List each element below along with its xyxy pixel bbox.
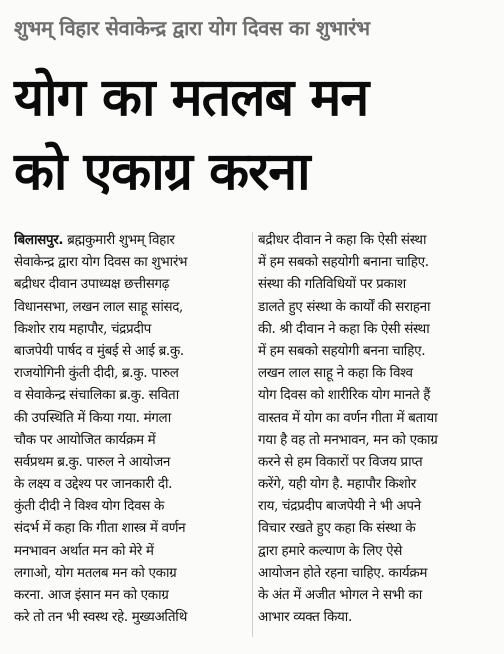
article-line: मनभावन अर्थात मन को मेरे में <box>14 542 154 559</box>
article-column-right <box>258 229 500 628</box>
article-line: विचार रखते हुए कहा कि संस्था के <box>258 520 416 537</box>
article-line: बाजपेयी पार्षद व मुंबई से आई ब्र.कु. <box>14 342 184 359</box>
article-line: चौक पर आयोजित कार्यक्रम में <box>14 431 156 448</box>
article-line: में हम सबको सहयोगी बनाना चाहिए. <box>258 254 429 271</box>
article-line: बद्रीधर दीवान उपाध्यक्ष छत्तीसगढ़ <box>14 276 169 293</box>
article-line: आयोजन होते रहना चाहिए. कार्यक्रम <box>258 564 428 581</box>
article-line: राजयोगिनी कुंती दीदी, ब्र.कु. पारुल <box>14 365 179 382</box>
kicker-headline: शुभम् विहार सेवाकेन्द्र द्वारा योग दिवस का शुभारंभ <box>14 16 370 40</box>
article-line: सेवाकेन्द्र द्वारा योग दिवस का शुभारंभ <box>14 254 188 271</box>
article-line: गया है वह तो मनभावन, मन को एकाग्र <box>258 431 438 448</box>
article-line: सर्वप्रथम ब्र.कु. पारुल ने आयोजन <box>14 453 171 470</box>
article-line: वास्तव में योग का वर्णन गीता में बताया <box>258 409 438 426</box>
dateline: बिलासपुर. <box>14 232 64 248</box>
article-column-left <box>14 229 256 628</box>
article-line: की. श्री दीवान ने कहा कि ऐसी संस्था <box>258 320 430 337</box>
article-line: करे तो तन भी स्वस्थ रहे. मुख्यअतिथि <box>14 609 188 626</box>
article-line: की उपस्थिति में किया गया. मंगला <box>14 409 171 426</box>
article-line: संस्था की गतिविधियों पर प्रकाश <box>258 276 406 293</box>
article-line-text: ब्रह्मकुमारी शुभम् विहार <box>63 232 175 248</box>
article-line: आभार व्यक्त किया. <box>258 609 352 626</box>
article-line: संदर्भ में कहा कि गीता शास्त्र में वर्णन <box>14 520 186 537</box>
article-line: राय, चंद्रप्रदीप बाजपेयी ने भी अपने <box>258 498 421 515</box>
article-line: योग दिवस को शारीरिक योग मानते हैं <box>258 387 431 404</box>
article-line: किशोर राय महापौर, चंद्रप्रदीप <box>14 320 151 337</box>
article-line: व सेवाकेन्द्र संचालिका ब्र.कु. सविता <box>14 387 179 404</box>
article-line: करेंगे, यही योग है. महापौर किशोर <box>258 476 416 493</box>
column-divider <box>252 232 253 637</box>
article-line: के लक्ष्य व उद्देश्य पर जानकारी दी. <box>14 476 173 493</box>
article-line: बद्रीधर दीवान ने कहा कि ऐसी संस्था <box>258 232 427 248</box>
article-line: द्वारा हमारे कल्याण के लिए ऐसे <box>258 542 403 559</box>
article-line: लखन लाल साहू ने कहा कि विश्व <box>258 365 413 382</box>
article-line <box>14 229 256 251</box>
article-line: में हम सबको सहयोगी बनना चाहिए. <box>258 342 426 359</box>
article-line: कुंती दीदी ने विश्व योग दिवस के <box>14 498 164 515</box>
article-line: लगाओ, योग मतलब मन को एकाग्र <box>14 564 177 581</box>
article-line: करने से हम विकारों पर विजय प्राप्त <box>258 453 423 470</box>
article-line: करना. आज इंसान मन को एकाग्र <box>14 587 169 603</box>
article-line: विधानसभा, लखन लाल साहू सांसद, <box>14 298 184 315</box>
headline-line-2: को एकाग्र करना <box>14 142 310 202</box>
article-line: डालते हुए संस्था के कार्यों की सराहना <box>258 298 431 315</box>
headline-line-1: योग का मतलब मन <box>14 68 369 128</box>
article-line: के अंत में अजीत भोगल ने सभी का <box>258 587 422 603</box>
